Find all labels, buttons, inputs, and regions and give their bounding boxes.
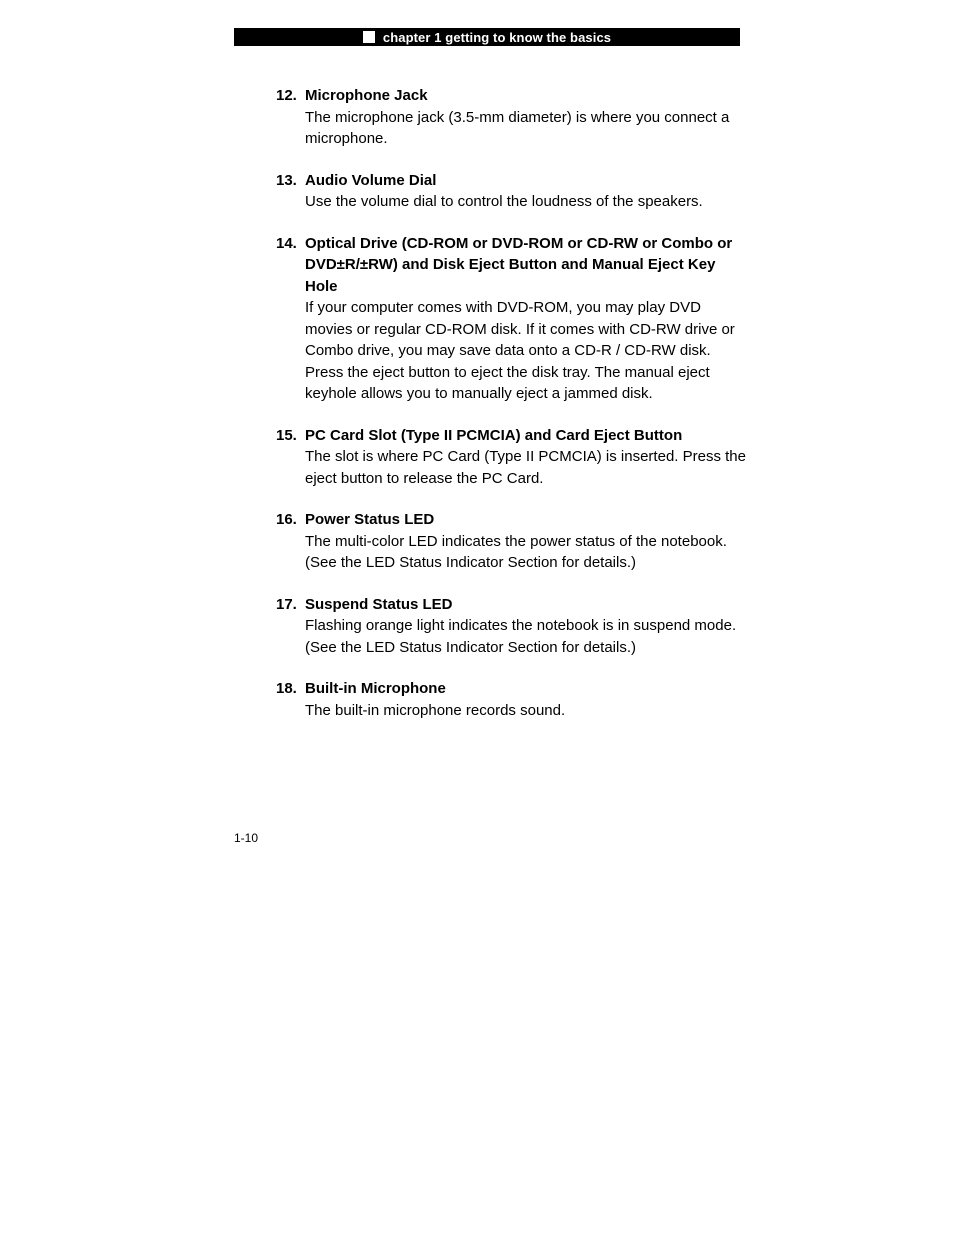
item-heading — [276, 594, 746, 616]
item-number: 17. — [276, 595, 297, 613]
item-title: PC Card Slot (Type II PCMCIA) and Card Eject Button — [305, 426, 683, 444]
item-number: 18. — [276, 680, 297, 697]
item-description: The microphone jack (3.5-mm diameter) is where you connect a microphone. — [305, 108, 730, 147]
item-heading — [276, 170, 746, 192]
chapter-title: chapter 1 getting to know the basics — [382, 29, 612, 45]
item-number: 13. — [276, 171, 297, 189]
item-title: Audio Volume Dial — [305, 171, 437, 189]
item-number: 16. — [276, 511, 297, 528]
list-item — [276, 233, 746, 405]
list-item — [276, 425, 746, 490]
list-item — [276, 85, 746, 150]
list-item — [276, 509, 746, 574]
item-description: The multi-color LED indicates the power status of the notebook. (See the LED Status Indicator Section for details.) — [305, 532, 727, 571]
item-description: The slot is where PC Card (Type II PCMCIA) is inserted. Press the eject button to release the PC Card. — [305, 448, 746, 487]
item-description: The built-in microphone records sound. — [305, 701, 566, 719]
item-number: 14. — [276, 234, 297, 252]
item-number: 12. — [276, 87, 297, 104]
item-description: Use the volume dial to control the loudness of the speakers. — [305, 193, 703, 210]
item-number: 15. — [276, 426, 297, 444]
square-icon — [363, 31, 375, 43]
item-heading — [276, 85, 746, 107]
list-item — [276, 678, 746, 721]
item-heading — [276, 678, 746, 700]
item-heading — [276, 509, 746, 531]
page-number: 1-10 — [234, 831, 259, 845]
chapter-header — [234, 28, 740, 46]
item-list — [276, 85, 746, 741]
item-title: Built-in Microphone — [305, 680, 446, 697]
item-description: If your computer comes with DVD-ROM, you may play DVD movies or regular CD-ROM disk. If it comes with CD-RW drive or Combo drive, you may save data onto a CD-R / CD-RW disk. Press the eject button to eject the disk tray. The manual eject keyhole allows you to manually eject a jammed disk. — [305, 299, 735, 402]
item-title: Power Status LED — [305, 511, 435, 528]
list-item — [276, 594, 746, 659]
item-title: Microphone Jack — [305, 87, 428, 104]
item-heading — [276, 233, 746, 298]
item-title: Optical Drive (CD-ROM or DVD-ROM or CD-RW or Combo or DVD±R/±RW) and Disk Eject Button and Manual Eject Key Hole — [305, 234, 733, 295]
item-heading — [276, 425, 746, 447]
item-title: Suspend Status LED — [305, 595, 453, 613]
list-item — [276, 170, 746, 213]
item-description: Flashing orange light indicates the notebook is in suspend mode. (See the LED Status Indicator Section for details.) — [305, 617, 737, 656]
